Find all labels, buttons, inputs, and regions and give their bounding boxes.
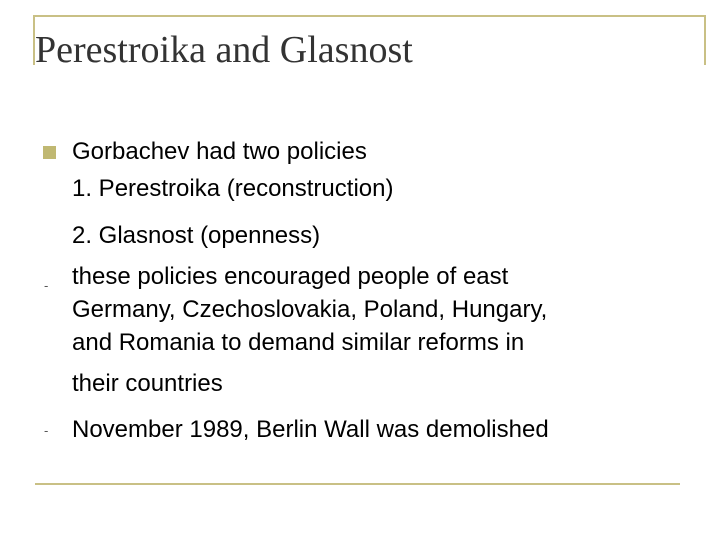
bullet-2-line-1: these policies encouraged people of east (72, 263, 509, 290)
bullet-1-line-3: 2. Glasnost (openness) (72, 222, 321, 249)
dash-bullet-icon: - (44, 278, 49, 293)
bullet-1-line-1: Gorbachev had two policies (72, 138, 367, 165)
bullet-3-line-1: November 1989, Berlin Wall was demolished (72, 416, 549, 443)
bullet-2-line-2: Germany, Czechoslovakia, Poland, Hungary, (72, 296, 548, 323)
bullet-2-line-4: their countries (72, 370, 223, 397)
frame-bottom-line (35, 483, 680, 485)
dash-bullet-icon: - (44, 423, 49, 438)
square-bullet-icon (43, 146, 56, 159)
frame-right-line (704, 15, 706, 65)
bullet-1-line-2: 1. Perestroika (reconstruction) (72, 175, 394, 202)
slide-title: Perestroika and Glasnost (35, 29, 413, 71)
frame-top-line (33, 15, 706, 17)
bullet-2-line-3: and Romania to demand similar reforms in (72, 329, 525, 356)
